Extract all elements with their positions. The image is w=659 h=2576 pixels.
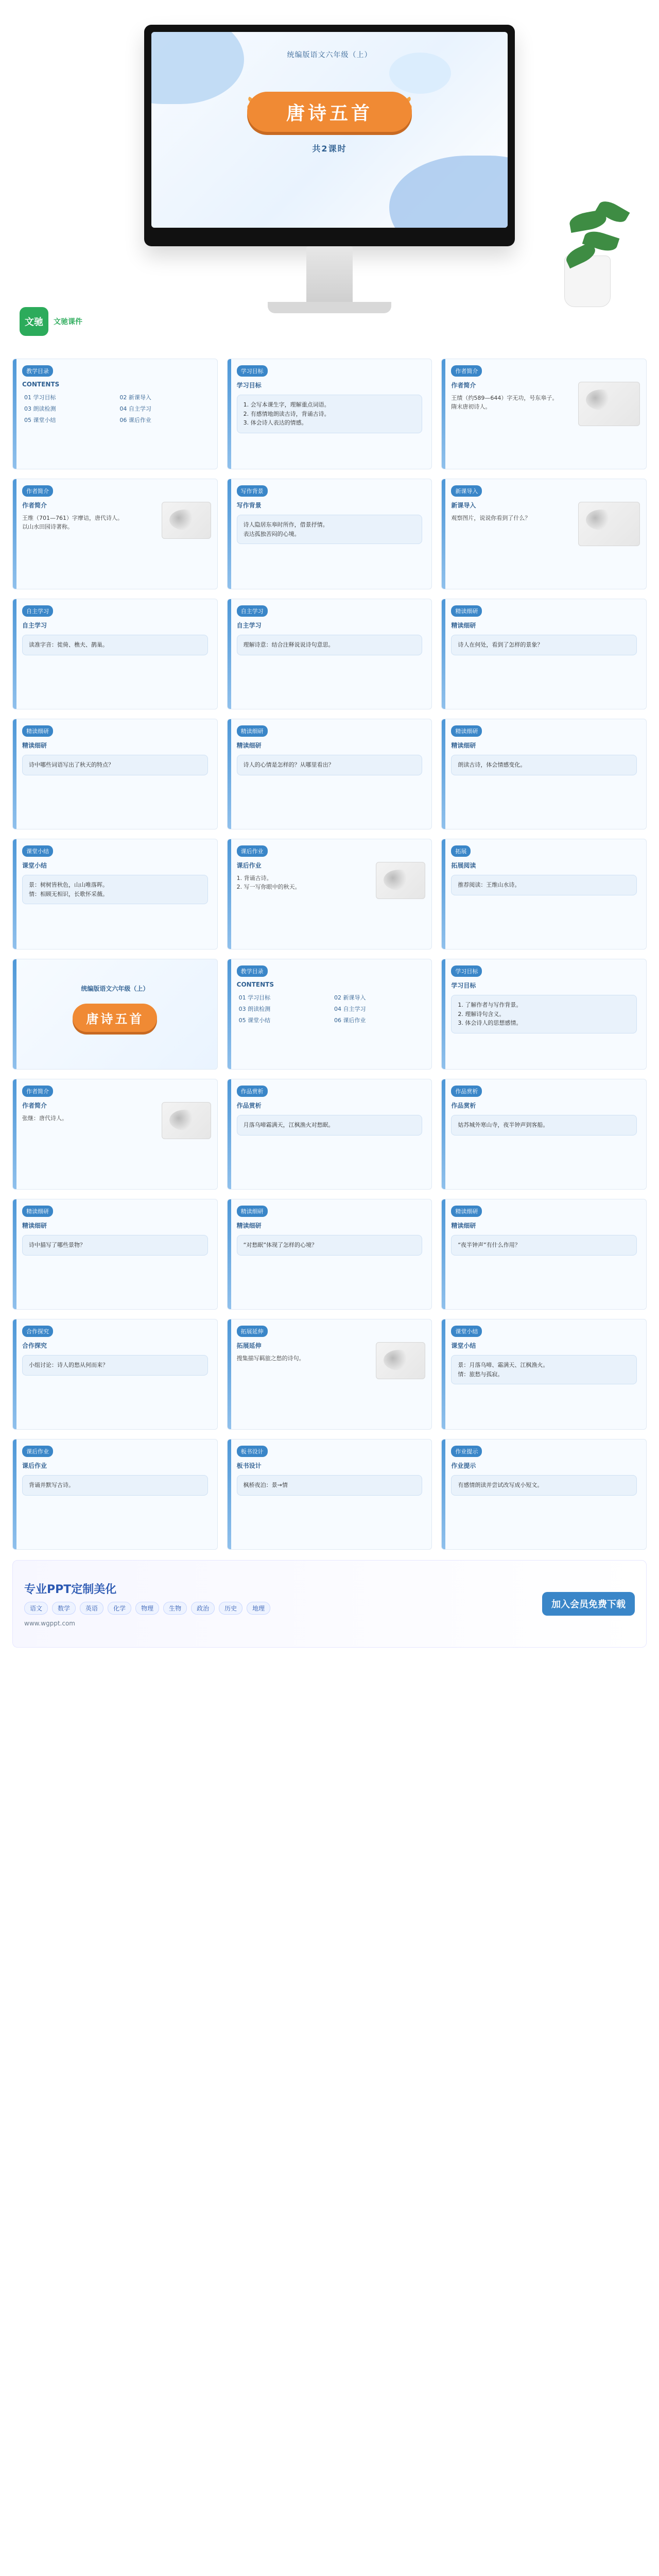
monitor-screen: [151, 32, 508, 228]
slide-box: [22, 1235, 208, 1256]
list-item: 05 课堂小结: [24, 417, 56, 423]
list-item: 03 朗读检测: [238, 1006, 271, 1012]
slide-section: 板书设计: [236, 1462, 262, 1469]
plant-decoration: [571, 194, 633, 307]
slide-tag: 教学目录: [237, 965, 268, 977]
monitor-neck: [306, 246, 353, 303]
slide-card: [441, 1199, 647, 1310]
slide-section: CONTENTS: [22, 381, 60, 388]
slide-box: [237, 755, 423, 775]
slide-section: 新课导入: [451, 502, 476, 509]
text-line: 朗读古诗，体会情感变化。: [458, 761, 526, 768]
slide-card: [12, 599, 218, 709]
text-line: 情：相顾无相识，长歌怀采薇。: [29, 890, 108, 897]
slide-card: [227, 1439, 432, 1550]
hero-title-pill: [247, 92, 412, 132]
slide-tag: 作品赏析: [237, 1086, 268, 1097]
subject-tag[interactable]: 语文: [24, 1602, 48, 1615]
text-line: 王维（701—761）字摩诘，唐代诗人。: [22, 515, 123, 521]
slide-card: [441, 839, 647, 950]
ink-mark: [169, 510, 200, 530]
slide-box: [22, 1475, 208, 1496]
slide-section: 写作背景: [236, 502, 262, 509]
slide-box: [22, 635, 208, 655]
subject-tag[interactable]: 政治: [191, 1602, 215, 1615]
slide-tag: 精读细研: [451, 605, 482, 617]
text-line: 情：旅愁与孤寂。: [458, 1370, 504, 1378]
slide-section: 自主学习: [22, 622, 47, 629]
slide-section: 精读细研: [236, 742, 262, 749]
download-cta-button[interactable]: 加入会员免费下载: [542, 1592, 635, 1616]
text-line: 小组讨论：诗人的愁从何而来？: [29, 1362, 108, 1368]
text-line: 1. 会写本课生字，理解重点词语。: [243, 401, 330, 408]
subject-tag[interactable]: 化学: [108, 1602, 131, 1615]
lesson-count: 共2课时: [312, 144, 347, 154]
slide-box: [22, 875, 208, 904]
slide-card: [12, 1079, 218, 1190]
ink-mark: [169, 1110, 200, 1130]
slide-card: [227, 719, 432, 829]
brand-text: 文驰课件: [54, 318, 82, 326]
subject-tag[interactable]: 数学: [52, 1602, 76, 1615]
text-line: 有感情朗读并尝试改写成小短文。: [458, 1482, 543, 1488]
slide-tag: 作者简介: [451, 365, 482, 377]
text-line: 枫桥夜泊：景→情: [243, 1482, 288, 1488]
text-line: 表达孤独苦闷的心境。: [243, 530, 300, 537]
slide-tag: 课后作业: [22, 1446, 53, 1457]
illustration-thumb: [376, 862, 425, 899]
monitor-mockup: [144, 25, 515, 246]
slide-card: [441, 1319, 647, 1430]
illustration-thumb: [578, 382, 640, 426]
slide-box: [237, 1115, 423, 1136]
slide-card: [441, 599, 647, 709]
hero-subtitle: 统编版语文六年级（上）: [287, 50, 372, 59]
text-line: 王绩（约589—644）字无功，号东皋子。: [451, 395, 558, 401]
slide-box: [451, 1235, 637, 1256]
slide-section: 学习目标: [451, 982, 476, 989]
subject-tag[interactable]: 英语: [80, 1602, 103, 1615]
text-line: 诗人隐居东皋时所作，借景抒情。: [243, 521, 328, 528]
subject-tag[interactable]: 历史: [219, 1602, 242, 1615]
slide-card: [227, 1319, 432, 1430]
slide-box: [237, 395, 423, 433]
text-line: 诗人在何处，看到了怎样的景象？: [458, 641, 543, 648]
slide-card: [227, 959, 432, 1070]
slide-tag: 新课导入: [451, 485, 482, 497]
slide-box: [451, 1475, 637, 1496]
slide-list: [24, 393, 210, 424]
slide-section: 课堂小结: [451, 1342, 476, 1349]
list-item: 01 学习目标: [238, 994, 271, 1001]
slide-section: 作品赏析: [236, 1102, 262, 1109]
slide-section: 自主学习: [236, 622, 262, 629]
portrait-thumb: [162, 1102, 211, 1139]
decorative-blob: [151, 32, 244, 104]
slide-card: [227, 359, 432, 469]
subject-tag[interactable]: 地理: [247, 1602, 270, 1615]
slide-tag: 教学目录: [22, 365, 53, 377]
text-line: 理解诗意：结合注释说说诗句意思。: [243, 641, 334, 648]
slide-tag: 作品赏析: [451, 1086, 482, 1097]
text-line: 诗中哪些词语写出了秋天的特点？: [29, 761, 114, 768]
slide-box: [237, 635, 423, 655]
slide-box: [451, 635, 637, 655]
slide-box: [237, 1475, 423, 1496]
slide-section: 精读细研: [451, 1222, 476, 1229]
footer-left: [24, 1581, 270, 1627]
slide-card: [12, 359, 218, 469]
hero-section: [12, 13, 647, 359]
ink-mark: [586, 389, 617, 410]
slide-section: 课后作业: [236, 862, 262, 869]
slide-card: [12, 1199, 218, 1310]
slide-tag: 作者简介: [22, 1086, 53, 1097]
slide-card: [227, 839, 432, 950]
slide-tag: 精读细研: [237, 725, 268, 737]
slide-section: CONTENTS: [236, 981, 274, 988]
list-item: 01 学习目标: [24, 394, 56, 401]
slide-section: 作者简介: [22, 502, 47, 509]
slide-box: [451, 755, 637, 775]
slide-section: 课后作业: [22, 1462, 47, 1469]
text-line: 景：月落乌啼、霜满天、江枫渔火。: [458, 1362, 549, 1368]
text-line: 姑苏城外寒山寺，夜半钟声到客船。: [458, 1122, 549, 1128]
slide-card: [227, 599, 432, 709]
list-item: 06 课后作业: [334, 1017, 366, 1024]
slide-list: [239, 993, 425, 1024]
slide-tag: 课堂小结: [22, 845, 53, 857]
slide-section: 作者简介: [451, 382, 476, 389]
text-line: 2. 有感情地朗读古诗，背诵古诗。: [243, 410, 330, 417]
text-line: “夜半钟声”有什么作用？: [458, 1242, 521, 1248]
footer-headline: 专业PPT定制美化: [24, 1583, 117, 1596]
text-line: 隋末唐初诗人。: [451, 403, 491, 411]
slide-box: [22, 1355, 208, 1376]
text-line: 3. 体会诗人表达的情感。: [243, 419, 307, 427]
slide-card: [227, 479, 432, 589]
text-line: 背诵并默写古诗。: [29, 1482, 74, 1488]
title-slide-subtitle: 统编版语文六年级（上）: [81, 985, 149, 992]
slide-section: 课堂小结: [22, 862, 47, 869]
slide-tag: 拓展: [451, 845, 471, 857]
slide-tag: 自主学习: [22, 605, 53, 617]
slide-box: [451, 1115, 637, 1136]
hero-title: 唐诗五首: [286, 103, 373, 124]
slide-tag: 拓展延伸: [237, 1326, 268, 1337]
slide-tag: 板书设计: [237, 1446, 268, 1457]
slide-section: 精读细研: [236, 1222, 262, 1229]
list-item: 03 朗读检测: [24, 405, 56, 412]
slide-section: 作者简介: [22, 1102, 47, 1109]
list-item: 06 课后作业: [119, 417, 151, 423]
slide-card: [12, 1319, 218, 1430]
ink-mark: [384, 870, 414, 890]
text-line: 1. 了解作者与写作背景。: [458, 1002, 522, 1008]
slide-tag: 写作背景: [237, 485, 268, 497]
text-line: 月落乌啼霜满天，江枫渔火对愁眠。: [243, 1122, 334, 1128]
list-item: 05 课堂小结: [238, 1017, 271, 1024]
text-line: 张继：唐代诗人。: [22, 1115, 67, 1122]
slide-card: [441, 719, 647, 829]
slide-section: 学习目标: [236, 382, 262, 389]
ink-mark: [586, 510, 617, 530]
slide-tag: 作者简介: [22, 485, 53, 497]
title-slide: [12, 959, 218, 1070]
slide-card: [12, 1439, 218, 1550]
slide-tag: 精读细研: [22, 725, 53, 737]
text-line: 2. 写一写你眼中的秋天。: [236, 884, 301, 891]
text-line: 搜集描写羁旅之愁的诗句。: [236, 1355, 305, 1362]
monitor-base: [268, 302, 391, 313]
brand-logo: 文驰: [20, 307, 48, 336]
illustration-thumb: [162, 502, 211, 539]
slide-card: [227, 1079, 432, 1190]
slide-section: 精读细研: [451, 622, 476, 629]
text-line: 观察图片，说说你看到了什么？: [451, 515, 531, 521]
slide-section: 精读细研: [451, 742, 476, 749]
slide-section: 精读细研: [22, 742, 47, 749]
slide-section: 合作探究: [22, 1342, 47, 1349]
slide-card: [441, 959, 647, 1070]
list-item: 04 自主学习: [119, 405, 151, 412]
text-line: “对愁眠”体现了怎样的心境？: [243, 1242, 318, 1248]
list-item: 04 自主学习: [334, 1006, 366, 1012]
decorative-blob: [389, 156, 508, 228]
slide-tag: 学习目标: [237, 365, 268, 377]
slide-tag: 课后作业: [237, 845, 268, 857]
slide-grid: [12, 359, 647, 1550]
text-line: 3. 体会诗人的思想感情。: [458, 1020, 522, 1027]
slide-box: [451, 995, 637, 1033]
text-line: 2. 理解诗句含义。: [458, 1010, 505, 1018]
slide-card: [441, 359, 647, 469]
text-line: 景：树树皆秋色，山山唯落晖。: [29, 882, 108, 888]
illustration-thumb: [578, 502, 640, 546]
ink-mark: [384, 1350, 414, 1370]
slide-box: [22, 755, 208, 775]
text-line: 1. 背诵古诗。: [236, 875, 272, 882]
slide-card: [12, 839, 218, 950]
slide-tag: 学习目标: [451, 965, 482, 977]
brand: [12, 302, 90, 341]
slide-tag: 精读细研: [22, 1206, 53, 1217]
slide-section: 拓展阅读: [451, 862, 476, 869]
list-item: 02 新课导入: [119, 394, 151, 401]
slide-card: [227, 1199, 432, 1310]
footer-tags: [24, 1602, 270, 1615]
slide-tag: 精读细研: [237, 1206, 268, 1217]
slide-card: [441, 479, 647, 589]
slide-tag: 课堂小结: [451, 1326, 482, 1337]
slide-section: 作品赏析: [451, 1102, 476, 1109]
subject-tag[interactable]: 生物: [163, 1602, 187, 1615]
slide-card: [12, 719, 218, 829]
slide-section: 作业提示: [451, 1462, 476, 1469]
illustration-thumb: [376, 1342, 425, 1379]
slide-tag: 精读细研: [451, 1206, 482, 1217]
text-line: 推荐阅读：王维山水诗。: [458, 882, 521, 888]
subject-tag[interactable]: 物理: [135, 1602, 159, 1615]
slide-card: [441, 1079, 647, 1190]
slide-card: [12, 479, 218, 589]
slide-tag: 精读细研: [451, 725, 482, 737]
title-slide-title: 唐诗五首: [73, 1004, 157, 1032]
footer-ad: [12, 1560, 647, 1648]
slide-tag: 自主学习: [237, 605, 268, 617]
text-line: 诗人的心情是怎样的？从哪里看出？: [243, 761, 334, 768]
slide-section: 精读细研: [22, 1222, 47, 1229]
footer-site[interactable]: www.wgppt.com: [24, 1620, 75, 1627]
list-item: 02 新课导入: [334, 994, 366, 1001]
slide-box: [451, 1355, 637, 1384]
text-line: 诗中描写了哪些景物？: [29, 1242, 85, 1248]
text-line: 读准字音：徙倚、樵夫、鹊巢。: [29, 641, 108, 648]
slide-box: [237, 515, 423, 544]
slide-tag: 合作探究: [22, 1326, 53, 1337]
slide-card: [441, 1439, 647, 1550]
slide-box: [237, 1235, 423, 1256]
slide-tag: 作业提示: [451, 1446, 482, 1457]
text-line: 以山水田园诗著称。: [22, 523, 73, 531]
slide-section: 拓展延伸: [236, 1342, 262, 1349]
slide-box: [451, 875, 637, 895]
decorative-blob: [389, 53, 451, 94]
